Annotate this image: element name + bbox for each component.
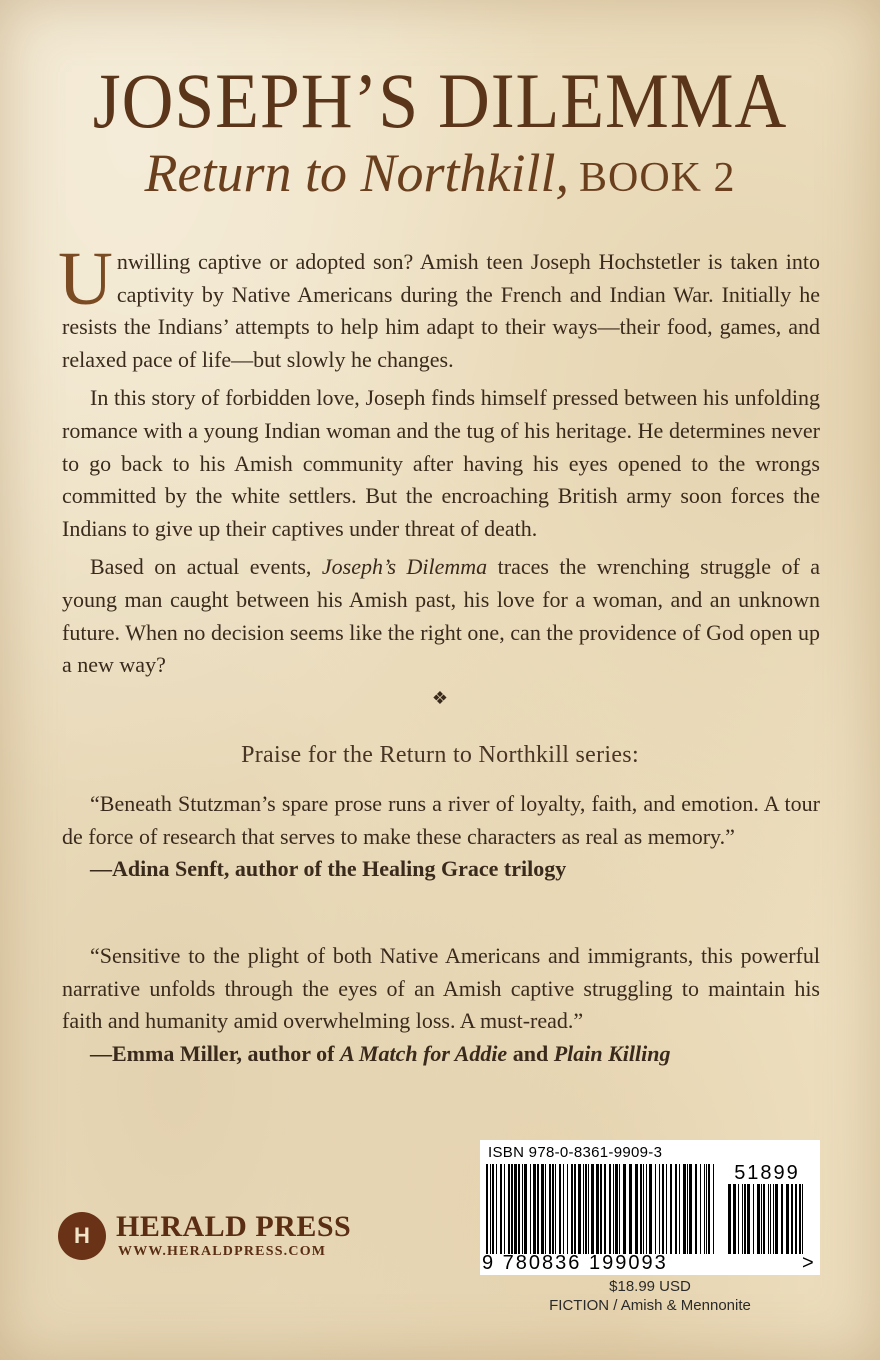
barcode-bar bbox=[588, 1164, 589, 1254]
barcode-bar bbox=[549, 1164, 551, 1254]
barcode-bar bbox=[689, 1164, 692, 1254]
barcode-bar bbox=[733, 1184, 736, 1254]
barcode-bar bbox=[675, 1164, 677, 1254]
barcode-bar bbox=[492, 1164, 494, 1254]
description-paragraph-2: In this story of forbidden love, Joseph finds himself pressed between his unfolding romance with a young Indian woman and the tug of his heritage. He determines never to go back to his Amish community after having his eyes opened to the wrongs committed by the white settlers. But the encroaching British army soon forces the Indians to give up their captives under threat of death. bbox=[62, 385, 820, 541]
barcode-bar bbox=[744, 1184, 746, 1254]
description-p3-lead: Based on actual events, bbox=[90, 554, 322, 580]
description-paragraph-3 bbox=[62, 551, 820, 681]
barcode-bar bbox=[559, 1164, 561, 1254]
barcode-bar bbox=[578, 1164, 581, 1254]
quiet-zone-mark: > bbox=[802, 1252, 814, 1274]
quote-2-and: and bbox=[507, 1040, 554, 1066]
barcode-bar bbox=[541, 1164, 544, 1254]
barcode-bar bbox=[662, 1164, 664, 1254]
barcode-bar bbox=[511, 1164, 513, 1254]
quote-2-text: “Sensitive to the plight of both Native Americans and immigrants, this powerful narrative unfolds through the eyes of an Amish captive struggling to maintain his faith and humanity amid overwhelming loss. A must-read.” bbox=[62, 943, 820, 1034]
barcode-bar bbox=[773, 1184, 774, 1254]
barcode-bar bbox=[623, 1164, 626, 1254]
barcode-bar bbox=[530, 1164, 531, 1254]
barcode-bar bbox=[700, 1164, 701, 1254]
barcode-bar bbox=[791, 1184, 793, 1254]
isbn-label: ISBN 978-0-8361-9909-3 bbox=[488, 1144, 663, 1161]
drop-cap: U bbox=[58, 237, 113, 321]
praise-quote-1 bbox=[62, 788, 820, 886]
book-number-label: BOOK 2 bbox=[578, 155, 736, 201]
barcode-bar bbox=[643, 1164, 644, 1254]
barcode-bar bbox=[747, 1184, 750, 1254]
barcode-bar bbox=[500, 1164, 502, 1254]
barcode-bar bbox=[635, 1164, 638, 1254]
barcode-bar bbox=[795, 1184, 797, 1254]
barcode-bar bbox=[802, 1184, 803, 1254]
description-p1-text: nwilling captive or adopted son? Amish teen Joseph Hochstetler is taken into captivity by Native Americans during the French and Indian War. Initially he resists the Indians’ attempts to help him adapt to their ways—their food, games, and relaxed pace of life—but slowly he changes. bbox=[62, 249, 820, 372]
description-p3-rest: traces the wrenching struggle of a young man caught between his Amish past, his love for a woman, and an unknown future. When no decision seems like the right one, can the providence of God open up a new way? bbox=[62, 554, 821, 678]
barcode-bar bbox=[761, 1184, 762, 1254]
barcode-bar bbox=[687, 1164, 688, 1254]
barcode-bar bbox=[524, 1164, 527, 1254]
category: FICTION / Amish & Mennonite bbox=[549, 1297, 751, 1314]
barcode-bar bbox=[757, 1184, 760, 1254]
barcode-bar bbox=[738, 1184, 739, 1254]
barcode-bar bbox=[490, 1164, 491, 1254]
quote-2-attr-lead: —Emma Miller, author of bbox=[90, 1040, 340, 1066]
barcode-bar bbox=[753, 1184, 754, 1254]
barcode-bar bbox=[609, 1164, 611, 1254]
addon-barcode-bars bbox=[728, 1184, 804, 1254]
publisher-name: HERALD PRESS bbox=[116, 1210, 352, 1243]
barcode-bar bbox=[496, 1164, 497, 1254]
barcode-bar bbox=[508, 1164, 510, 1254]
barcode-bar bbox=[728, 1184, 731, 1254]
publisher-url: WWW.HERALDPRESS.COM bbox=[118, 1244, 327, 1259]
barcode-bar bbox=[604, 1164, 606, 1254]
ean-digits: 9 780836 199093 bbox=[482, 1252, 668, 1274]
price: $18.99 USD bbox=[609, 1278, 691, 1295]
barcode-bar bbox=[563, 1164, 564, 1254]
praise-quote-2 bbox=[62, 940, 820, 1070]
quote-2-book-1: A Match for Addie bbox=[339, 1040, 508, 1066]
barcode-bar bbox=[583, 1164, 584, 1254]
publisher-block bbox=[58, 1210, 378, 1270]
barcode-bar bbox=[600, 1164, 602, 1254]
barcode-bar bbox=[518, 1164, 520, 1254]
quote-2-attribution bbox=[90, 1038, 820, 1071]
praise-heading: Praise for the Return to Northkill series: bbox=[241, 742, 639, 768]
barcode-bar bbox=[640, 1164, 642, 1254]
barcode-bar bbox=[659, 1164, 660, 1254]
quote-1-text: “Beneath Stutzman’s spare prose runs a river of loyalty, faith, and emotion. A tour de force of research that serves to make these characters as real as memory.” bbox=[62, 791, 820, 849]
barcode-bar bbox=[629, 1164, 632, 1254]
barcode-bar bbox=[655, 1164, 656, 1254]
barcode-bar bbox=[775, 1184, 778, 1254]
barcode-bar bbox=[770, 1184, 771, 1254]
barcode-bar bbox=[504, 1164, 505, 1254]
barcode-bar bbox=[537, 1164, 539, 1254]
ornament-divider-icon: ❖ bbox=[431, 688, 449, 709]
barcode-bar bbox=[781, 1184, 783, 1254]
barcode-bar bbox=[768, 1184, 769, 1254]
addon-digits: 51899 bbox=[734, 1162, 800, 1184]
barcode-bar bbox=[533, 1164, 536, 1254]
barcode-bar bbox=[545, 1164, 546, 1254]
quote-1-attribution: —Adina Senft, author of the Healing Grace trilogy bbox=[90, 856, 567, 882]
series-subtitle bbox=[0, 143, 880, 203]
barcode-bar bbox=[713, 1164, 714, 1254]
series-name: Return to Northkill, bbox=[144, 143, 569, 203]
publisher-logo-icon: H bbox=[58, 1212, 106, 1260]
barcode-bar bbox=[704, 1164, 705, 1254]
barcode-bar bbox=[706, 1164, 707, 1254]
barcode-bar bbox=[683, 1164, 686, 1254]
barcode-box bbox=[480, 1140, 820, 1275]
barcode-bar bbox=[646, 1164, 647, 1254]
barcode-bar bbox=[552, 1164, 554, 1254]
barcode-bar bbox=[670, 1164, 672, 1254]
barcode-bar bbox=[615, 1164, 618, 1254]
description-paragraph-1 bbox=[58, 237, 820, 376]
barcode-bar bbox=[666, 1164, 667, 1254]
barcode-bar bbox=[555, 1164, 556, 1254]
description-p3-title: Joseph’s Dilemma bbox=[321, 554, 488, 580]
quote-2-book-2: Plain Killing bbox=[553, 1040, 671, 1066]
barcode-bar bbox=[596, 1164, 599, 1254]
barcode-bar bbox=[619, 1164, 620, 1254]
barcode-bar bbox=[679, 1164, 680, 1254]
barcode-bar bbox=[486, 1164, 488, 1254]
barcode-bar bbox=[613, 1164, 614, 1254]
barcode-bar bbox=[742, 1184, 743, 1254]
barcode-bar bbox=[567, 1164, 568, 1254]
barcode-bar bbox=[708, 1164, 710, 1254]
barcode-bar bbox=[571, 1164, 573, 1254]
barcode-bar bbox=[799, 1184, 801, 1254]
barcode-bar bbox=[786, 1184, 789, 1254]
ean-barcode-bars bbox=[486, 1164, 714, 1254]
book-title: JOSEPH’S DILEMMA bbox=[92, 57, 788, 144]
barcode-bar bbox=[522, 1164, 523, 1254]
barcode-bar bbox=[585, 1164, 587, 1254]
barcode-bar bbox=[649, 1164, 652, 1254]
barcode-bar bbox=[514, 1164, 517, 1254]
barcode-bar bbox=[574, 1164, 576, 1254]
barcode-bar bbox=[591, 1164, 594, 1254]
barcode-bar bbox=[695, 1164, 697, 1254]
barcode-bar bbox=[763, 1184, 765, 1254]
book-description bbox=[58, 237, 821, 688]
